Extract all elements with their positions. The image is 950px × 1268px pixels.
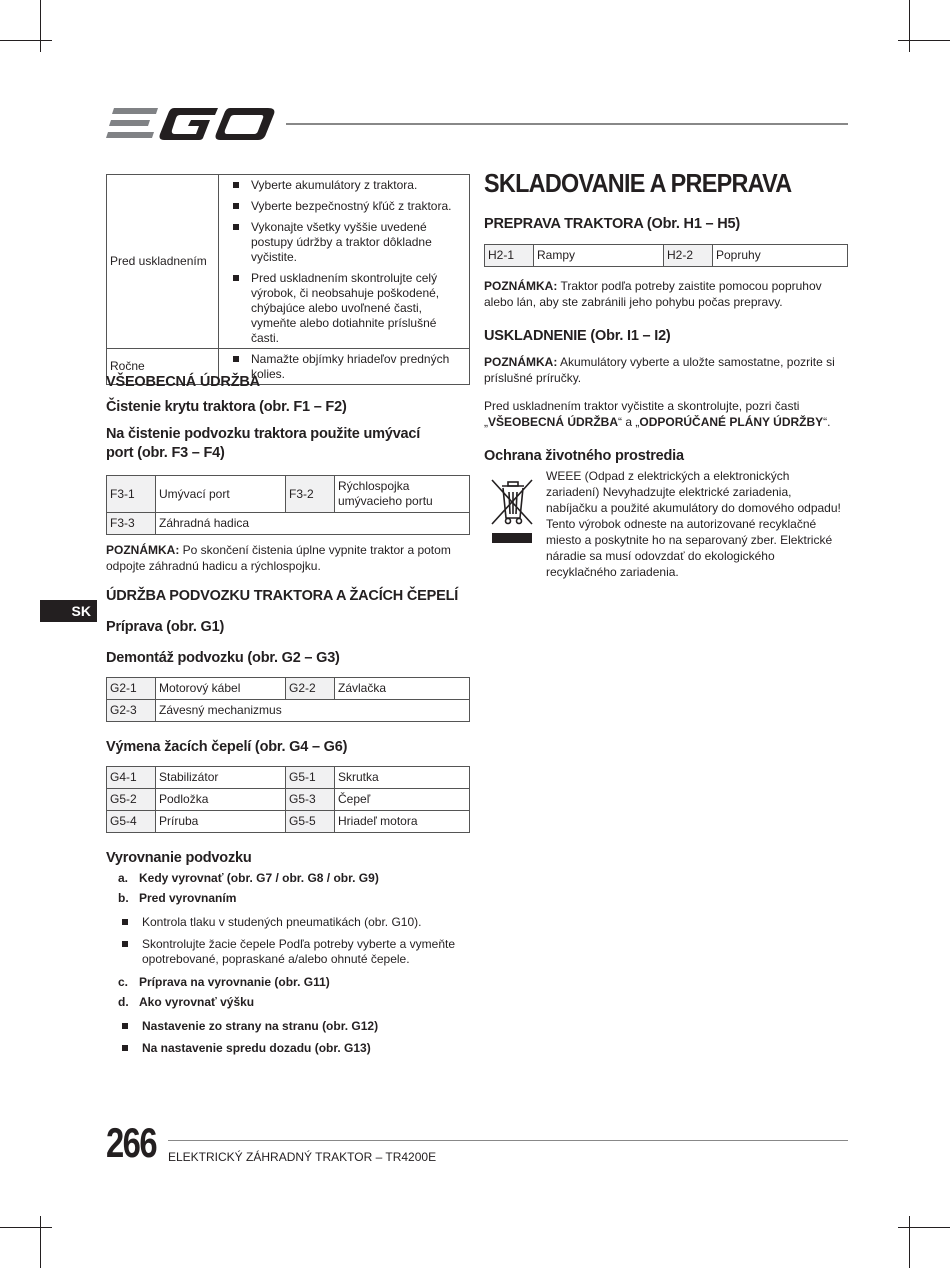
weee-crossed-bin-icon [488, 474, 536, 546]
crop-mark [909, 0, 910, 52]
list-item: Na nastavenie spredu dozadu (obr. G13) [106, 1041, 470, 1056]
table-cell: F3-2 [286, 476, 335, 513]
heading-cleaning: Čistenie krytu traktora (obr. F1 – F2) [106, 399, 347, 415]
table-cell: Stabilizátor [156, 767, 286, 789]
step-item: b. Pred vyrovnaním [118, 891, 237, 905]
crop-mark [0, 40, 52, 41]
list-item: Namažte objímky hriadeľov predných kolies. [233, 352, 463, 382]
note-text: Akumulátory vyberte a uložte samostatne, pozrite si príslušné príručky. [484, 355, 835, 385]
footer-title: ELEKTRICKÝ ZÁHRADNÝ TRAKTOR – TR4200E [168, 1150, 437, 1164]
heading-general-maintenance: VŠEOBECNÁ ÚDRŽBA [106, 374, 260, 390]
table-cell: H2-1 [485, 245, 534, 267]
table-cell: Záhradná hadica [156, 513, 470, 535]
table-row [107, 767, 470, 789]
table-cell: G2-1 [107, 678, 156, 700]
footer-rule [168, 1140, 848, 1141]
heading-underside-cleaning: Na čistenie podvozku traktora použite umývací port (obr. F3 – F4) [106, 426, 421, 461]
table-row [107, 678, 470, 700]
note-label: POZNÁMKA: [484, 355, 558, 369]
table-row [107, 700, 470, 722]
list-item: Nastavenie zo strany na stranu (obr. G12) [106, 1019, 470, 1034]
table-cell: Závlačka [335, 678, 470, 700]
list-item: Vyberte akumulátory z traktora. [233, 178, 463, 193]
table-cell: G5-4 [107, 811, 156, 833]
heading-deck-removal: Demontáž podvozku (obr. G2 – G3) [106, 650, 340, 666]
leveling-steps [106, 871, 470, 1063]
table-cell: Príruba [156, 811, 286, 833]
list-item: Kontrola tlaku v studených pneumatikách (obr. G10). [106, 915, 470, 930]
note-label: POZNÁMKA: [484, 279, 558, 293]
parts-table-h [484, 244, 848, 267]
table-cell: Závesný mechanizmus [156, 700, 470, 722]
language-tab: SK [40, 600, 97, 622]
note-label: POZNÁMKA: [106, 543, 180, 557]
crop-mark [40, 1216, 41, 1268]
table-row [107, 476, 470, 513]
step-item: d. Ako vyrovnať výšku [118, 995, 255, 1009]
table-cell: Čepeľ [335, 789, 470, 811]
step-item: c. Príprava na vyrovnanie (obr. G11) [118, 975, 330, 989]
list-item: Skontrolujte žacie čepele Podľa potreby vyberte a vymeňte opotrebované, popraskané a/alebo ohnuté čepele. [106, 937, 470, 967]
list-item: Vykonajte všetky vyššie uvedené postupy údržby a traktor dôkladne vyčistite. [233, 220, 463, 265]
table-cell: Motorový kábel [156, 678, 286, 700]
table-row [107, 513, 470, 535]
parts-table-g2 [106, 677, 470, 722]
heading-storage: USKLADNENIE (Obr. I1 – I2) [484, 328, 671, 344]
table-cell: Umývací port [156, 476, 286, 513]
table-cell: G5-5 [286, 811, 335, 833]
table-cell: Rýchlospojka umývacieho portu [335, 476, 470, 513]
table-row [485, 245, 848, 267]
table-cell: H2-2 [664, 245, 713, 267]
table-cell: G5-3 [286, 789, 335, 811]
weee-text: WEEE (Odpad z elektrických a elektronických zariadení) Nevyhadzujte elektrické zariadenia, nabíjačku a použité akumulátory do domového odpadu! Tento výrobok odneste na autorizované recyklačné miesto a poskytnite ho na separovaný zber. Elektrické náradie sa musí odovzdať do ekologického recyklačného zariadenia. [546, 469, 841, 579]
table-cell: Podložka [156, 789, 286, 811]
crop-mark [898, 40, 950, 41]
crop-mark [909, 1216, 910, 1268]
heading-environment: Ochrana životného prostredia [484, 448, 684, 464]
table-cell: G5-1 [286, 767, 335, 789]
page-number: 266 [106, 1119, 156, 1166]
list-item: Pred uskladnením skontrolujte celý výrobok, či neobsahuje poškodené, chýbajúce alebo uvoľnené časti, vymeňte alebo dotiahnite príslušné časti. [233, 271, 463, 346]
heading-deck-leveling: Vyrovnanie podvozku [106, 850, 252, 866]
header-rule [286, 123, 848, 125]
table-cell: G5-2 [107, 789, 156, 811]
note-cleaning [106, 542, 470, 574]
table-row [107, 175, 470, 349]
table-cell: F3-3 [107, 513, 156, 535]
heading-preparation: Príprava (obr. G1) [106, 619, 225, 635]
table-cell: Rampy [534, 245, 664, 267]
crop-mark [0, 1227, 52, 1228]
table-cell-items [219, 175, 470, 349]
table-cell-label: Ročne [107, 349, 219, 385]
table-cell: G4-1 [107, 767, 156, 789]
table-cell: G2-2 [286, 678, 335, 700]
table-cell-label: Pred uskladnením [107, 175, 219, 349]
step-item: a. Kedy vyrovnať (obr. G7 / obr. G8 / obr. G9) [118, 871, 379, 885]
table-cell: F3-1 [107, 476, 156, 513]
ego-logo [106, 104, 276, 142]
table-row [107, 811, 470, 833]
heading-blade-replacement: Výmena žacích čepelí (obr. G4 – G6) [106, 739, 348, 755]
note-text: Traktor podľa potreby zaistite pomocou popruhov alebo lán, aby ste zabránili jeho pohybu počas prepravy. [484, 279, 822, 309]
note-text: Po skončení čistenia úplne vypnite traktor a potom odpojte záhradnú hadicu a rýchlospojku. [106, 543, 451, 573]
storage-paragraph: Pred uskladnením traktor vyčistite a skontrolujte, pozri časti „VŠEOBECNÁ ÚDRŽBA“ a „ODPORÚČANÉ PLÁNY ÚDRŽBY“. [484, 399, 831, 429]
table-cell: Skrutka [335, 767, 470, 789]
heading-transport: PREPRAVA TRAKTORA (Obr. H1 – H5) [484, 216, 740, 232]
table-row [107, 789, 470, 811]
note-storage [484, 354, 848, 386]
maintenance-schedule-table [106, 174, 470, 385]
table-cell: Hriadeľ motora [335, 811, 470, 833]
table-cell: Popruhy [713, 245, 848, 267]
crop-mark [898, 1227, 950, 1228]
parts-table-g4 [106, 766, 470, 833]
list-item: Vyberte bezpečnostný kľúč z traktora. [233, 199, 463, 214]
heading-deck-maintenance: ÚDRŽBA PODVOZKU TRAKTORA A ŽACÍCH ČEPELÍ [106, 588, 459, 604]
parts-table-f [106, 475, 470, 535]
table-cell: G2-3 [107, 700, 156, 722]
note-transport [484, 278, 848, 310]
heading-storage-transport: SKLADOVANIE A PREPRAVA [484, 168, 792, 198]
crop-mark [40, 0, 41, 52]
